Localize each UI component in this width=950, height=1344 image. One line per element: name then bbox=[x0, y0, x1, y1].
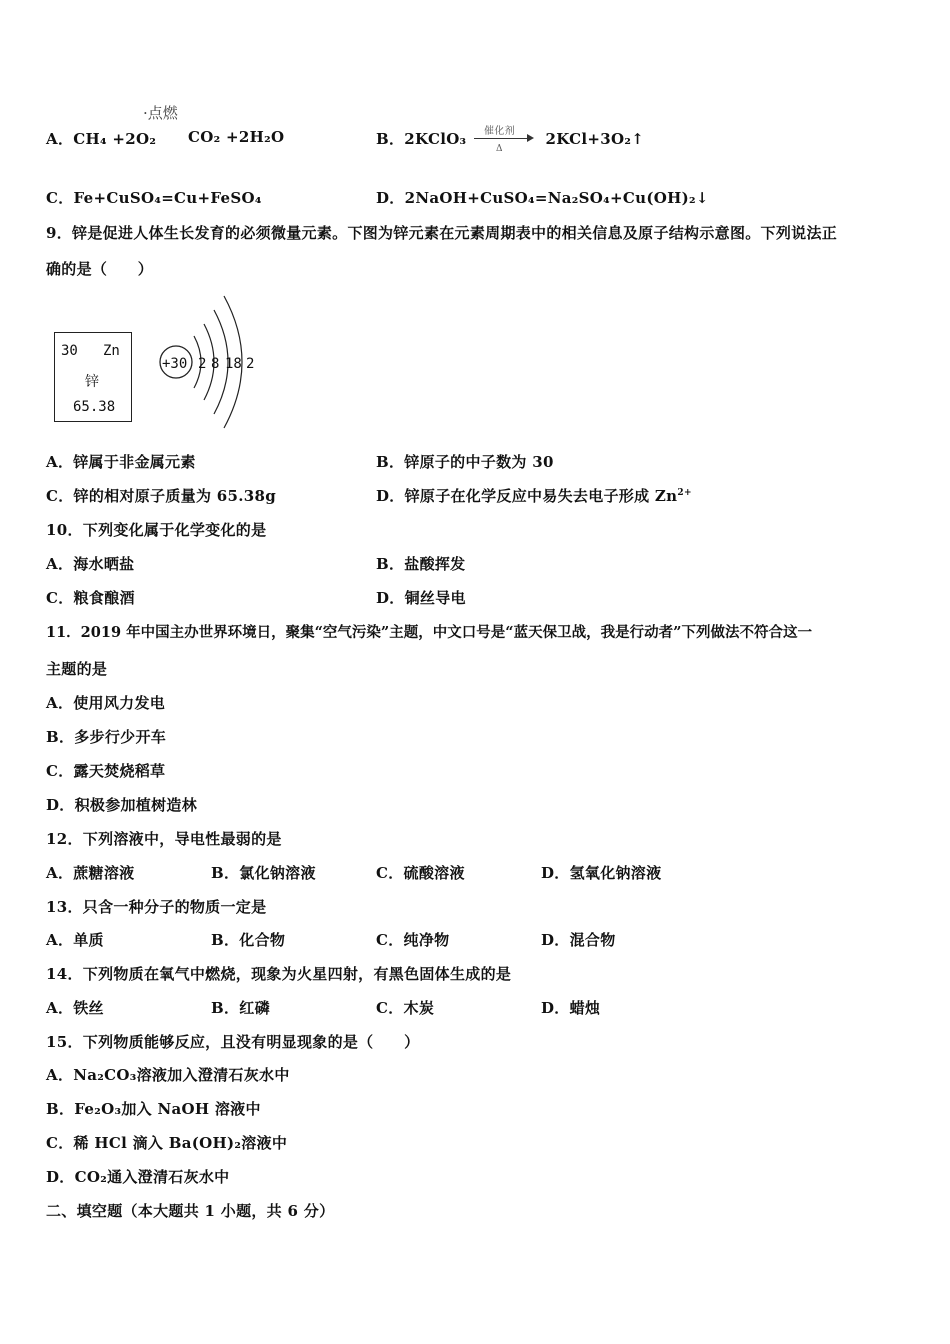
q11-option-d[interactable]: D．积极参加植树造林 bbox=[46, 796, 198, 814]
q8-option-b[interactable]: B．2KClO₃ 催化剂 Δ 2KCl+3O₂↑ bbox=[376, 126, 645, 154]
q12-option-b[interactable]: B．氯化钠溶液 bbox=[211, 864, 316, 882]
q8-option-d[interactable]: D．2NaOH+CuSO₄=Na₂SO₄+Cu(OH)₂↓ bbox=[376, 189, 709, 207]
q15-option-a[interactable]: A．Na₂CO₃溶液加入澄清石灰水中 bbox=[46, 1066, 290, 1084]
catalyst-arrow-icon: 催化剂 Δ bbox=[472, 130, 540, 148]
q8-option-a-products: CO₂ +2H₂O bbox=[188, 128, 285, 146]
section-2-heading: 二、填空题（本大题共 1 小题，共 6 分） bbox=[46, 1202, 335, 1220]
q12-option-d[interactable]: D．氢氧化钠溶液 bbox=[541, 864, 662, 882]
q10-option-d[interactable]: D．铜丝导电 bbox=[376, 589, 466, 607]
q10-stem: 10．下列变化属于化学变化的是 bbox=[46, 521, 267, 539]
shell-4-electrons: 2 bbox=[246, 356, 255, 372]
q11-stem-line2: 主题的是 bbox=[46, 660, 108, 678]
q13-option-b[interactable]: B．化合物 bbox=[211, 931, 286, 949]
shell-3-electrons: 18 bbox=[225, 356, 242, 372]
q9-stem-line2: 确的是（ ） bbox=[46, 260, 154, 278]
q14-option-b[interactable]: B．红磷 bbox=[211, 999, 270, 1017]
q15-option-c[interactable]: C．稀 HCl 滴入 Ba(OH)₂溶液中 bbox=[46, 1134, 288, 1152]
q8-option-a[interactable]: A．CH₄ +2O₂ bbox=[46, 130, 157, 148]
q12-stem: 12．下列溶液中，导电性最弱的是 bbox=[46, 830, 282, 848]
q10-option-b[interactable]: B．盐酸挥发 bbox=[376, 555, 466, 573]
q15-option-b[interactable]: B．Fe₂O₃加入 NaOH 溶液中 bbox=[46, 1100, 261, 1118]
q9-option-c[interactable]: C．锌的相对原子质量为 65.38g bbox=[46, 487, 277, 505]
q14-stem: 14．下列物质在氧气中燃烧，现象为火星四射，有黑色固体生成的是 bbox=[46, 965, 512, 983]
nucleus-charge: +30 bbox=[162, 356, 188, 372]
q9-stem-line1: 9．锌是促进人体生长发育的必须微量元素。下图为锌元素在元素周期表中的相关信息及原子结构示意图。下列说法正 bbox=[46, 224, 838, 242]
q11-stem-line1: 11．2019 年中国主办世界环境日，聚集“空气污染”主题，中文口号是“蓝天保卫战，我是行动者”下列做法不符合这一 bbox=[46, 624, 812, 641]
element-symbol: Zn bbox=[103, 343, 120, 359]
q11-option-a[interactable]: A．使用风力发电 bbox=[46, 694, 166, 712]
atomic-number: 30 bbox=[61, 343, 78, 359]
q11-option-b[interactable]: B．多步行少开车 bbox=[46, 728, 167, 746]
q9-option-b[interactable]: B．锌原子的中子数为 30 bbox=[376, 453, 554, 471]
q13-option-a[interactable]: A．单质 bbox=[46, 931, 104, 949]
shell-2-electrons: 8 bbox=[211, 356, 220, 372]
q9-option-a[interactable]: A．锌属于非金属元素 bbox=[46, 453, 196, 471]
q10-option-c[interactable]: C．粮食酿酒 bbox=[46, 589, 135, 607]
q10-option-a[interactable]: A．海水晒盐 bbox=[46, 555, 135, 573]
q8-option-c[interactable]: C．Fe+CuSO₄=Cu+FeSO₄ bbox=[46, 189, 262, 207]
atom-structure-diagram bbox=[150, 288, 270, 438]
periodic-table-cell bbox=[54, 332, 132, 422]
element-name: 锌 bbox=[85, 374, 99, 390]
q15-stem: 15．下列物质能够反应，且没有明显现象的是（ ） bbox=[46, 1033, 420, 1051]
q14-option-a[interactable]: A．铁丝 bbox=[46, 999, 104, 1017]
ignite-condition: ·点燃 bbox=[143, 104, 178, 122]
q14-option-d[interactable]: D．蜡烛 bbox=[541, 999, 601, 1017]
shell-1-electrons: 2 bbox=[198, 356, 207, 372]
q13-option-d[interactable]: D．混合物 bbox=[541, 931, 616, 949]
q12-option-a[interactable]: A．蔗糖溶液 bbox=[46, 864, 135, 882]
q11-option-c[interactable]: C．露天焚烧稻草 bbox=[46, 762, 166, 780]
q14-option-c[interactable]: C．木炭 bbox=[376, 999, 435, 1017]
q12-option-c[interactable]: C．硫酸溶液 bbox=[376, 864, 465, 882]
q13-option-c[interactable]: C．纯净物 bbox=[376, 931, 450, 949]
atomic-mass: 65.38 bbox=[73, 399, 116, 415]
q15-option-d[interactable]: D．CO₂通入澄清石灰水中 bbox=[46, 1168, 230, 1186]
q13-stem: 13．只含一种分子的物质一定是 bbox=[46, 898, 267, 916]
q9-option-d[interactable]: D．锌原子在化学反应中易失去电子形成 $Zn^{2+}$ bbox=[376, 487, 692, 505]
